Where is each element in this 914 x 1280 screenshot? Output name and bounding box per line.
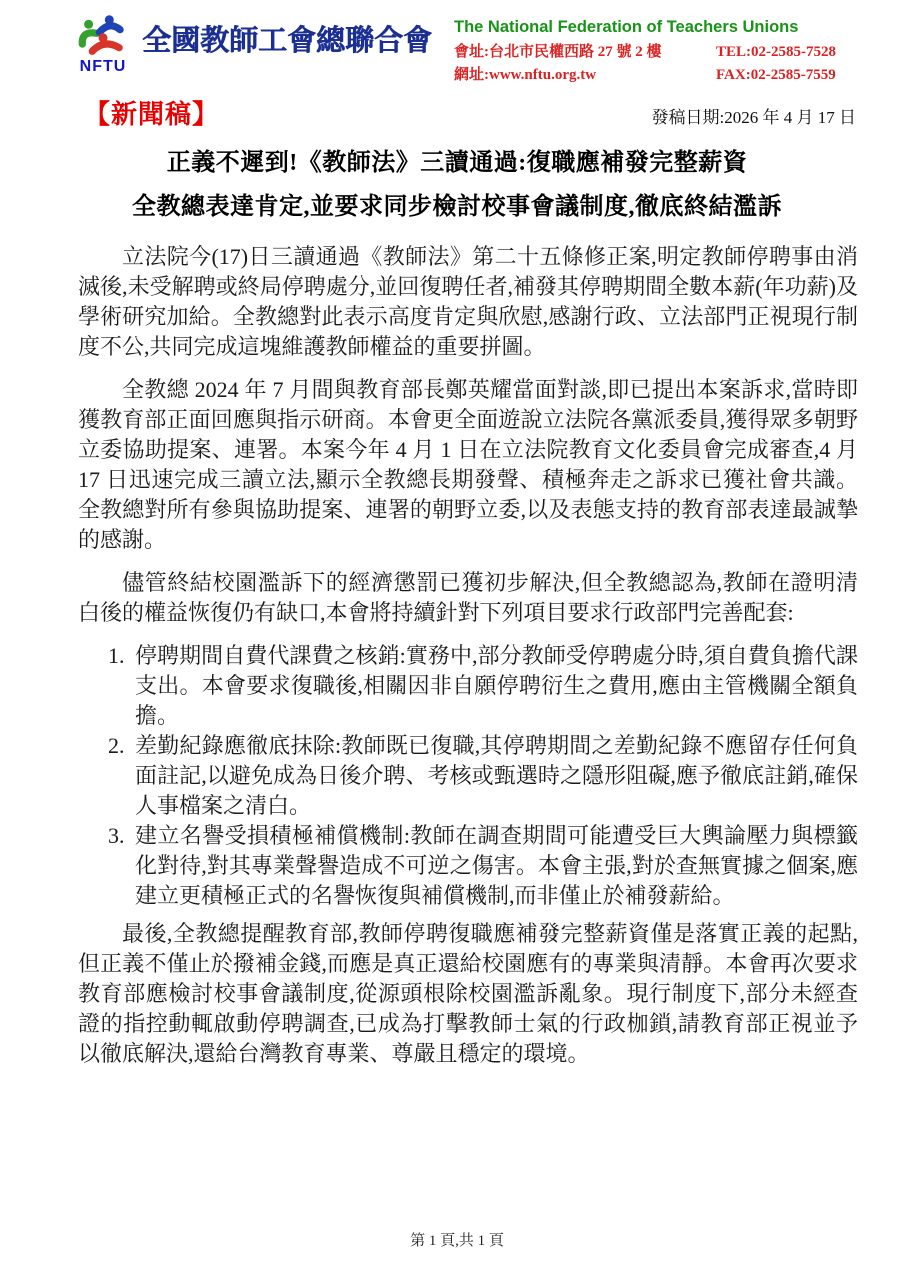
address-text: 會址:台北市民權西路 27 號 2 樓: [454, 43, 662, 60]
paragraph-1: 立法院今(17)日三讀通過《教師法》第二十五條修正案,明定教師停聘事由消滅後,未受解聘或終局停聘處分,並回復聘任者,補發其停聘期間全數本薪(年功薪)及學術研究加給。全教總對此表示高度肯定與欣慰,感謝行政、立法部門正視現行制度不公,共同完成這塊維護教師權益的重要拼圖。: [78, 243, 858, 359]
letterhead: [0, 0, 914, 84]
website-fax-row: [454, 66, 856, 84]
list-item: [108, 731, 858, 821]
list-item-text: 差勤紀錄應徹底抹除:教師既已復職,其停聘期間之差勤紀錄不應留存任何負面註記,以避免成為日後介聘、考核或甄選時之隱形阻礙,應予徹底註銷,確保人事檔案之清白。: [135, 732, 858, 818]
tel-text: TEL:02-2585-7528: [716, 43, 836, 60]
list-item-number: 2.: [108, 732, 125, 758]
org-name-english: The National Federation of Teachers Unions: [454, 18, 799, 36]
headline-line-1: 正義不遲到!《教師法》三讀通過:復職應補發完整薪資: [166, 149, 748, 176]
demand-list: [108, 641, 858, 911]
fax-text: FAX:02-2585-7559: [716, 66, 836, 83]
list-item-text: 停聘期間自費代課費之核銷:實務中,部分教師受停聘處分時,須自費負擔代課支出。本會要求復職後,相關因非自願停聘衍生之費用,應由主管機關全額負擔。: [135, 642, 858, 728]
address-tel-row: [454, 43, 856, 61]
org-name-chinese: 全國教師工會總聯合會: [142, 25, 433, 57]
list-item-text: 建立名譽受損積極補償機制:教師在調查期間可能遭受巨大輿論壓力與標籤化對待,對其專業聲譽造成不可逆之傷害。本會主張,對於查無實據之個案,應建立更積極正式的名譽恢復與補償機制,而非僅止於補發薪給。: [135, 822, 858, 908]
list-item-number: 3.: [108, 822, 125, 848]
page-number: 第 1 頁,共 1 頁: [410, 1233, 504, 1249]
issue-date: 發稿日期:2026 年 4 月 17 日: [651, 107, 856, 127]
paragraph-3: 儘管終結校園濫訴下的經濟懲罰已獲初步解決,但全教總認為,教師在證明清白後的權益恢復仍有缺口,本會將持續針對下列項目要求行政部門完善配套:: [78, 569, 858, 625]
document-body: [0, 224, 914, 1069]
three-figures-logo-icon: [74, 14, 132, 58]
list-item: [108, 641, 858, 731]
contact-block: [454, 14, 856, 84]
list-item-number: 1.: [108, 642, 125, 668]
nftu-logo-mark: [74, 14, 132, 75]
closing-paragraph: 最後,全教總提醒教育部,教師停聘復職應補發完整薪資僅是落實正義的起點,但正義不僅止於撥補金錢,而應是真正還給校園應有的專業與清靜。本會再次要求教育部應檢討校事會議制度,從源頭根除校園濫訴亂象。現行制度下,部分未經查證的指控動輒啟動停聘調查,已成為打擊教師士氣的行政枷鎖,請教育部正視並予以徹底解決,還給台灣教育專業、尊嚴且穩定的環境。: [78, 920, 858, 1066]
page-footer: [0, 1229, 914, 1250]
logo-acronym: NFTU: [79, 58, 127, 75]
headline-line-2: 全教總表達肯定,並要求同步檢討校事會議制度,徹底終結濫訴: [132, 194, 782, 221]
doc-type-label: 【新聞稿】: [84, 99, 220, 129]
paragraph-2: 全教總 2024 年 7 月間與教育部長鄭英耀當面對談,即已提出本案訴求,當時即獲教育部正面回應與指示研商。本會更全面遊說立法院各黨派委員,獲得眾多朝野立委協助提案、連署。本案今年 4 月 1 日在立法院教育文化委員會完成審查,4 月 17 日迅速完成三讀立法,顯示全教總長期發聲、積極奔走之訴求已獲社會共識。全教總對所有參與協助提案、連署的朝野立委,以及表態支持的教育部表達最誠摯的感謝。: [78, 376, 858, 552]
website-text: 網址:www.nftu.org.tw: [454, 66, 597, 83]
nftu-logo: [74, 14, 432, 75]
list-item: [108, 821, 858, 911]
meta-row: [0, 84, 914, 131]
